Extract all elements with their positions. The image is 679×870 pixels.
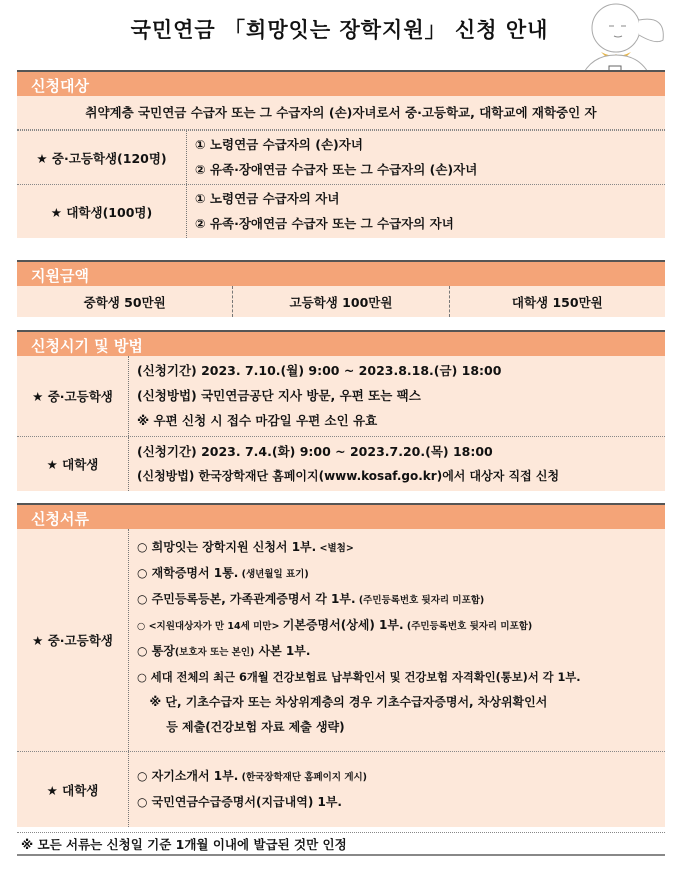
section-amount	[17, 260, 665, 317]
list-item: ※ 우편 신청 시 접수 마감일 우편 소인 유효	[137, 413, 378, 428]
document-item	[137, 715, 657, 740]
amount-middle: 중학생 50만원	[17, 286, 233, 317]
section-header: 신청대상	[17, 70, 665, 96]
document-item	[137, 535, 657, 561]
document-item	[137, 561, 657, 587]
list-item: (신청방법) 국민연금공단 지사 방문, 우편 또는 팩스	[137, 388, 421, 403]
document-item	[137, 690, 657, 715]
section-header: 지원금액	[17, 260, 665, 286]
footnote: ※ 모든 서류는 신청일 기준 1개월 이내에 발급된 것만 인정	[17, 832, 665, 856]
section-header: 신청서류	[17, 503, 665, 529]
mascot-illustration-icon	[571, 0, 671, 80]
item-main: ○ 주민등록등본, 가족관계증명서 각 1부.	[137, 592, 356, 606]
row-label: ★ 중·고등학생	[17, 356, 129, 436]
row-label: ★ 대학생(100명)	[17, 185, 187, 238]
amount-university: 대학생 150만원	[511, 294, 603, 310]
list-item: (신청기간) 2023. 7.4.(화) 9:00 ~ 2023.7.20.(목) 18:00	[137, 444, 493, 459]
section-documents	[17, 503, 665, 827]
section-header: 신청시기 및 방법	[17, 330, 665, 356]
list-item: ① 노령연금 수급자의 자녀	[195, 191, 340, 206]
list-item: ② 유족·장애연금 수급자 또는 그 수급자의 자녀	[195, 216, 454, 231]
item-note: <별첨>	[316, 543, 354, 554]
list-item: (신청방법) 한국장학재단 홈페이지(www.kosaf.go.kr)에서 대상자 직접 신청	[137, 469, 560, 483]
item-main: ○ 재학증명서 1통.	[137, 566, 239, 580]
item-note: (보호자 또는 본인)	[174, 647, 255, 658]
list-item: ② 유족·장애연금 수급자 또는 그 수급자의 (손)자녀	[195, 162, 478, 177]
row-label: ★ 중·고등학생(120명)	[17, 131, 187, 184]
item-note: (주민등록번호 뒷자리 미포함)	[403, 621, 533, 632]
row-label: ★ 대학생	[17, 752, 129, 827]
page-title: 국민연금 「희망잇는 장학지원」 신청 안내	[130, 18, 549, 42]
item-note: (한국장학재단 홈페이지 게시)	[238, 772, 368, 783]
item-main: 등 제출(건강보험 자료 제출 생략)	[137, 720, 345, 734]
section-target	[17, 70, 665, 238]
document-item	[137, 790, 657, 815]
item-main: ○ 통장	[137, 644, 175, 658]
item-main: ○ 세대 전체의 최근 6개월 건강보험료 납부확인서 및 건강보험 자격확인(통보)서 각 1부.	[137, 671, 581, 684]
amount-high: 고등학생 100만원	[233, 286, 449, 317]
document-item	[137, 613, 657, 639]
item-main: ○ 국민연금수급증명서(지급내역) 1부.	[137, 795, 342, 809]
row-label: ★ 중·고등학생	[17, 529, 129, 751]
item-prefix: ○ <지원대상자가 만 14세 미만>	[137, 621, 283, 632]
document-item	[137, 587, 657, 613]
section-period	[17, 330, 665, 491]
item-note: (생년월일 표기)	[238, 569, 309, 580]
item-note: (주민등록번호 뒷자리 미포함)	[355, 595, 485, 606]
item-main: 기본증명서(상세) 1부.	[282, 618, 404, 632]
item-main: ※ 단, 기초수급자 또는 차상위계층의 경우 기초수급자증명서, 차상위확인서	[137, 695, 548, 709]
document-item	[137, 639, 657, 665]
document-item	[137, 665, 657, 690]
target-summary: 취약계층 국민연금 수급자 또는 그 수급자의 (손)자녀로서 중·고등학교, 대학교에 재학중인 자	[17, 96, 665, 130]
row-label: ★ 대학생	[17, 437, 129, 491]
item-suffix: 사본 1부.	[254, 644, 311, 658]
list-item: ① 노령연금 수급자의 (손)자녀	[195, 137, 363, 152]
document-item	[137, 764, 657, 790]
item-main: ○ 희망잇는 장학지원 신청서 1부.	[137, 540, 317, 554]
item-main: ○ 자기소개서 1부.	[137, 769, 239, 783]
list-item: (신청기간) 2023. 7.10.(월) 9:00 ~ 2023.8.18.(금) 18:00	[137, 363, 502, 378]
